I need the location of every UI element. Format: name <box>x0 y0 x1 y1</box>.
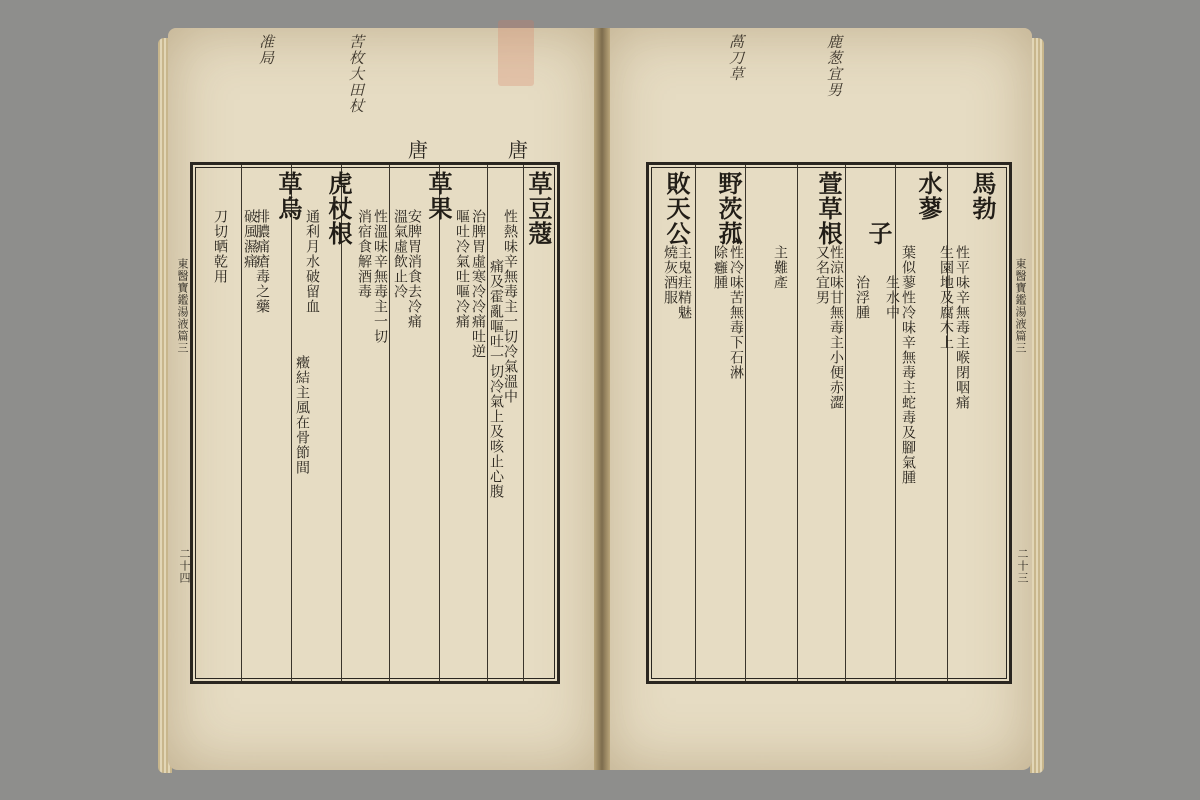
entry-heading: 野茨菰 <box>714 171 743 246</box>
left-page <box>168 28 600 770</box>
entry-text: 溫氣虛飲止冷 <box>392 209 408 299</box>
entry-text: 刀切晒乾用 <box>212 209 228 284</box>
entry-text: 痛及霍亂嘔吐一切冷氣上及咳止心腹 <box>488 259 504 499</box>
seal-stamp <box>498 20 534 86</box>
margin-note: 萵刀草 <box>727 34 745 82</box>
entry-text: 又名宜男 <box>814 245 830 305</box>
margin-note: 苦枚大田杖 <box>347 34 365 114</box>
entry-text: 破風濕痛 <box>242 209 258 269</box>
entry-text: 治浮腫 <box>854 275 870 320</box>
entry-heading: 水蓼 <box>914 171 943 221</box>
entry-text: 葉似蓼性冷味辛無毒主蛇毒及腳氣腫 <box>900 245 916 485</box>
entry-text: 除癰腫 <box>712 245 728 290</box>
text-frame <box>190 162 560 684</box>
entry-text: 主難產 <box>772 245 788 290</box>
side-title: 東醫寶鑑湯液篇三 <box>176 258 189 354</box>
entry-text: 治脾胃虛寒冷冷痛吐逆 <box>470 209 486 359</box>
right-page <box>604 28 1032 770</box>
open-book <box>168 28 1034 778</box>
margin-note: 准局 <box>257 34 275 66</box>
entry-text: 消宿食解酒毒 <box>356 209 372 299</box>
center-header: 唐 <box>508 138 528 162</box>
text-frame <box>646 162 1012 684</box>
entry-heading: 草烏 <box>274 171 303 221</box>
right-page-edge <box>1030 38 1044 773</box>
entry-heading: 子 <box>864 221 893 246</box>
entry-text: 通利月水破留血 <box>304 209 320 314</box>
page-number: 二十四 <box>178 548 191 584</box>
entry-heading: 草豆蔻 <box>524 171 553 246</box>
page-number: 二十三 <box>1016 548 1029 584</box>
entry-text: 主鬼疰精魅 <box>676 245 692 320</box>
side-title: 東醫寶鑑湯液篇三 <box>1014 258 1027 354</box>
center-header: 唐 <box>408 138 428 162</box>
book-gutter <box>594 28 610 770</box>
entry-text: 生園地及腐木上 <box>938 245 954 350</box>
entry-text: 燒灰酒服 <box>662 245 678 305</box>
entry-text: 性熱味辛無毒主一切冷氣溫中 <box>502 209 518 404</box>
entry-text: 癥結主風在骨節間 <box>294 355 310 475</box>
entry-text: 性平味辛無毒主喉閉咽痛 <box>954 245 970 410</box>
entry-text: 性冷味苦無毒下石淋 <box>728 245 744 380</box>
entry-heading: 草果 <box>424 171 453 221</box>
entry-text: 性涼味甘無毒主小便赤澀 <box>828 245 844 410</box>
entry-heading: 萱草根 <box>814 171 843 246</box>
entry-text: 排膿痛瘡毒之藥 <box>254 209 270 314</box>
entry-heading: 虎杖根 <box>324 171 353 246</box>
entry-text: 嘔吐冷氣吐嘔冷痛 <box>454 209 470 329</box>
entry-heading: 馬勃 <box>968 171 997 221</box>
entry-text: 性溫味辛無毒主一切 <box>372 209 388 344</box>
entry-heading: 敗天公 <box>662 171 691 246</box>
margin-note: 鹿葱宜男 <box>825 34 843 98</box>
entry-text: 安脾胃消食去冷痛 <box>406 209 422 329</box>
entry-text: 生水中 <box>884 275 900 320</box>
